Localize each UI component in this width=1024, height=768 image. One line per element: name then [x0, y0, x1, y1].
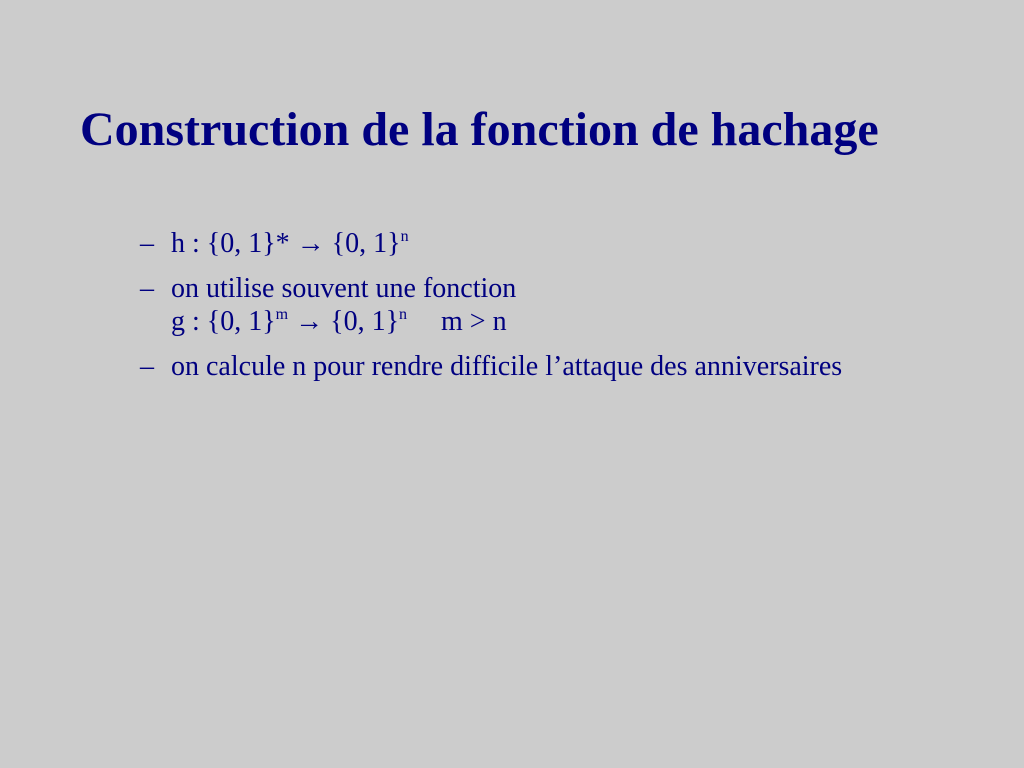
function-codomain: {0, 1} [330, 306, 400, 337]
arrow-symbol: → [295, 306, 324, 337]
hash-definition-suffix: {0, 1} [324, 228, 401, 259]
function-prefix: g : {0, 1} [171, 306, 276, 337]
dash-bullet-icon: – [140, 351, 154, 382]
bullet-item-2 [140, 272, 920, 338]
function-definition-line [171, 305, 920, 338]
dash-bullet-icon: – [140, 273, 154, 304]
superscript-n: n [400, 228, 409, 245]
bullet-line: on utilise souvent une fonction [171, 273, 517, 304]
superscript-n: n [399, 306, 408, 323]
bullet-item-3 [140, 350, 920, 383]
slide-title: Construction de la fonction de hachage [80, 103, 879, 156]
hash-definition-prefix: h : {0, 1}* [171, 228, 297, 259]
bullet-text: on calcule n pour rendre difficile l’attaque des anniversaires [171, 351, 843, 382]
superscript-m: m [275, 306, 289, 323]
dash-bullet-icon: – [140, 228, 154, 259]
arrow-symbol: → [296, 228, 325, 259]
relation-text: m > n [441, 306, 507, 337]
bullet-list [140, 227, 920, 395]
bullet-item-1 [140, 227, 920, 260]
